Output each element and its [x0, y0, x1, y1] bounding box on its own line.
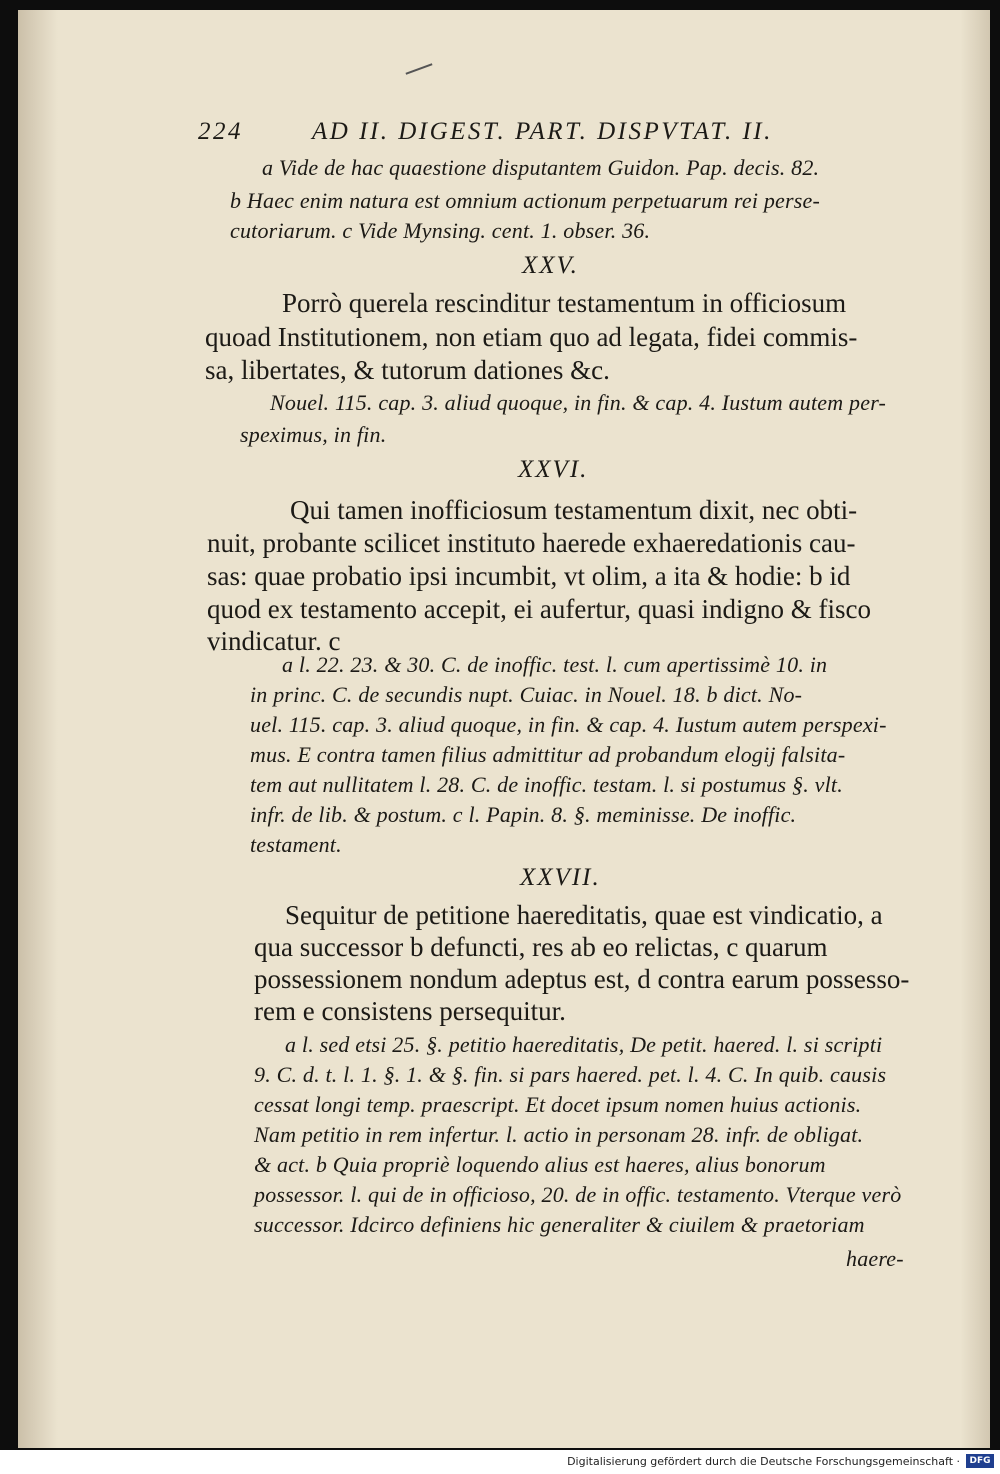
text-line: Porrò querela rescinditur testamentum in officiosum: [282, 288, 847, 318]
text-line: Sequitur de petitione haereditatis, quae est vindicatio, a: [285, 900, 883, 930]
text-line: sas: quae probatio ipsi incumbit, vt olim, a ita & hodie: b id: [207, 561, 851, 591]
text-line: successor. Idcirco definiens hic generaliter & ciuilem & praetoriam: [254, 1212, 865, 1237]
text-line: possessionem nondum adeptus est, d contra earum possesso-: [254, 964, 910, 994]
text-line: possessor. l. qui de in officioso, 20. de in offic. testamento. Vterque verò: [254, 1182, 902, 1207]
text-line: Nouel. 115. cap. 3. aliud quoque, in fin. & cap. 4. Iustum autem per-: [270, 390, 887, 415]
text-line: cessat longi temp. praescript. Et docet ipsum nomen huius actionis.: [254, 1092, 862, 1117]
text-line: mus. E contra tamen filius admittitur ad probandum elogij falsita-: [250, 742, 846, 767]
page-number: 224: [198, 118, 243, 145]
text-line: a Vide de hac quaestione disputantem Guidon. Pap. decis. 82.: [262, 155, 820, 180]
text-line: b Haec enim natura est omnium actionum perpetuarum rei perse-: [230, 188, 821, 213]
text-line: & act. b Quia propriè loquendo alius est haeres, alius bonorum: [254, 1152, 826, 1177]
text-line: sa, libertates, & tutorum dationes &c.: [205, 355, 610, 385]
text-line: quoad Institutionem, non etiam quo ad legata, fidei commis-: [205, 322, 858, 352]
dfg-logo-icon: DFG: [966, 1454, 994, 1468]
text-line: in princ. C. de secundis nupt. Cuiac. in Nouel. 18. b dict. No-: [250, 682, 803, 707]
text-line: qua successor b defuncti, res ab eo relictas, c quarum: [254, 932, 828, 962]
text-line: testament.: [250, 832, 342, 857]
text-line: rem e consistens persequitur.: [254, 996, 566, 1026]
text-line: 9. C. d. t. l. 1. §. 1. & §. fin. si pars haered. pet. l. 4. C. In quib. causis: [254, 1062, 887, 1087]
text-line: speximus, in fin.: [240, 422, 387, 447]
text-line: quod ex testamento accepit, ei aufertur, quasi indigno & fisco: [207, 594, 871, 624]
text-line: nuit, probante scilicet instituto haerede exhaeredationis cau-: [207, 528, 856, 558]
text-line: tem aut nullitatem l. 28. C. de inoffic. testam. l. si postumus §. vlt.: [250, 772, 843, 797]
footer-credit: Digitalisierung gefördert durch die Deutsche Forschungsgemeinschaft ·: [567, 1455, 960, 1468]
text-line: XXVI.: [518, 456, 589, 483]
text-line: a l. 22. 23. & 30. C. de inoffic. test. l. cum apertissimè 10. in: [282, 652, 828, 677]
text-line: Nam petitio in rem infertur. l. actio in personam 28. infr. de obligat.: [254, 1122, 864, 1147]
text-line: cutoriarum. c Vide Mynsing. cent. 1. obser. 36.: [230, 218, 651, 243]
text-line: infr. de lib. & postum. c l. Papin. 8. §. meminisse. De inoffic.: [250, 802, 797, 827]
footer-bar: [0, 1450, 1000, 1474]
text-line: XXV.: [522, 252, 579, 279]
text-line: vindicatur. c: [207, 626, 341, 656]
text-line: Qui tamen inofficiosum testamentum dixit, nec obti-: [290, 495, 858, 525]
text-line: XXVII.: [520, 864, 601, 891]
text-line: uel. 115. cap. 3. aliud quoque, in fin. & cap. 4. Iustum autem perspexi-: [250, 712, 887, 737]
running-title: AD II. DIGEST. PART. DISPVTAT. II.: [312, 118, 773, 145]
text-line: haere-: [846, 1246, 904, 1271]
text-line: a l. sed etsi 25. §. petitio haereditatis, De petit. haered. l. si scripti: [285, 1032, 883, 1057]
